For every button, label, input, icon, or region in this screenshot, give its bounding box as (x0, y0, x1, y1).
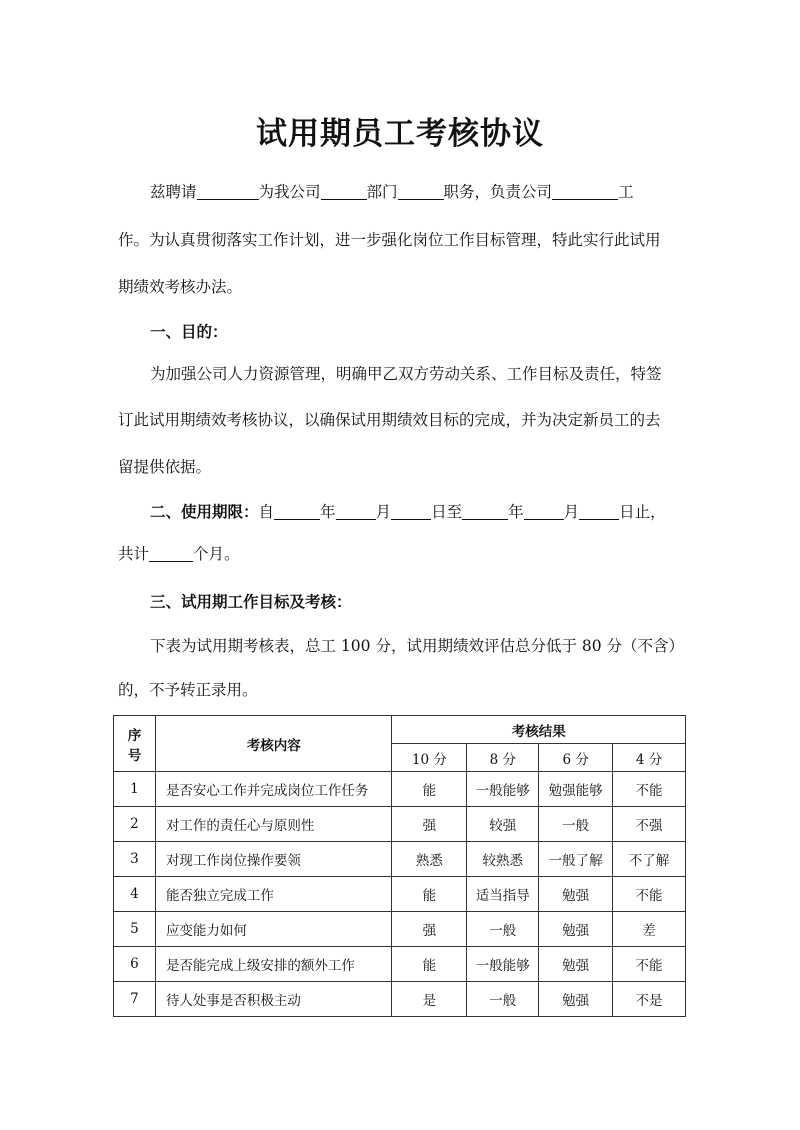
row-number: 5 (114, 912, 156, 947)
row-score-8: 一般能够 (467, 772, 539, 807)
intro-text-company: 为我公司 (258, 183, 321, 201)
header-seq-bottom: 号 (127, 747, 142, 764)
row-number: 4 (114, 877, 156, 912)
blank-end-day (579, 503, 619, 520)
blank-end-year (462, 503, 508, 520)
section-2-line-1 (150, 500, 666, 522)
row-score-6: 勉强 (539, 947, 613, 982)
intro-line-3: 期绩效考核办法。 (118, 278, 243, 296)
row-score-4: 不能 (613, 877, 686, 912)
row-score-6: 勉强 (539, 982, 613, 1017)
text-from: 自 (258, 503, 275, 521)
row-score-4: 不能 (613, 772, 686, 807)
row-score-10: 是 (392, 982, 467, 1017)
row-score-6: 勉强 (539, 912, 613, 947)
section-2-heading: 二、使用期限： (150, 502, 259, 521)
section-3-heading: 三、试用期工作目标及考核： (150, 592, 352, 611)
intro-text-hire: 兹聘请 (150, 183, 197, 201)
row-score-10: 强 (392, 912, 467, 947)
row-score-6: 勉强能够 (539, 772, 613, 807)
section-1-heading: 一、目的： (150, 322, 228, 341)
header-score-4: 4 分 (613, 744, 686, 772)
row-score-4: 不了解 (613, 842, 686, 877)
row-score-10: 强 (392, 807, 467, 842)
header-result: 考核结果 (392, 716, 686, 744)
row-item: 对工作的责任心与原则性 (155, 807, 392, 842)
blank-end-month (524, 503, 564, 520)
text-day-end: 日止， (619, 503, 666, 521)
row-number: 1 (114, 772, 156, 807)
row-item: 对现工作岗位操作要领 (155, 842, 392, 877)
header-seq (114, 716, 156, 772)
blank-start-month (336, 503, 376, 520)
row-score-10: 熟悉 (392, 842, 467, 877)
table-row (114, 842, 686, 877)
table-row (114, 772, 686, 807)
header-score-8: 8 分 (467, 744, 539, 772)
row-score-4: 不强 (613, 807, 686, 842)
blank-start-day (391, 503, 431, 520)
row-score-6: 一般了解 (539, 842, 613, 877)
row-score-6: 勉强 (539, 877, 613, 912)
row-score-8: 一般 (467, 912, 539, 947)
blank-start-year (274, 503, 320, 520)
text-day-to: 日至 (431, 503, 463, 521)
row-score-4: 不是 (613, 982, 686, 1017)
row-item: 能否独立完成工作 (155, 877, 392, 912)
blank-work (552, 183, 618, 200)
row-score-8: 一般能够 (467, 947, 539, 982)
row-number: 6 (114, 947, 156, 982)
section-2-line-2 (118, 542, 240, 564)
table-row (114, 877, 686, 912)
row-score-8: 较熟悉 (467, 842, 539, 877)
blank-employee-name (197, 183, 259, 200)
row-score-8: 一般 (467, 982, 539, 1017)
row-score-6: 一般 (539, 807, 613, 842)
assessment-table (113, 715, 686, 1017)
intro-text-responsible: 职务，负责公司 (443, 183, 553, 201)
row-item: 待人处事是否积极主动 (155, 982, 392, 1017)
section-1-line-2: 订此试用期绩效考核协议，以确保试用期绩效目标的完成，并为决定新员工的去 (118, 411, 661, 429)
row-score-10: 能 (392, 947, 467, 982)
header-score-10: 10 分 (392, 744, 467, 772)
row-number: 3 (114, 842, 156, 877)
row-score-10: 能 (392, 772, 467, 807)
table-row (114, 807, 686, 842)
section-1-line-3: 留提供依据。 (118, 458, 212, 476)
row-number: 2 (114, 807, 156, 842)
intro-line-2: 作。为认真贯彻落实工作计划，进一步强化岗位工作目标管理，特此实行此试用 (118, 231, 661, 249)
section-1-line-1: 为加强公司人力资源管理，明确甲乙双方劳动关系、工作目标及责任，特签 (150, 365, 662, 383)
text-month-2: 月 (563, 503, 580, 521)
intro-text-work: 工 (618, 183, 634, 201)
row-score-4: 差 (613, 912, 686, 947)
header-content: 考核内容 (155, 716, 392, 772)
header-seq-top: 序 (127, 727, 142, 744)
text-year-1: 年 (320, 503, 336, 521)
header-score-6: 6 分 (539, 744, 613, 772)
row-score-4: 不能 (613, 947, 686, 982)
table-row (114, 912, 686, 947)
row-item: 是否能完成上级安排的额外工作 (155, 947, 392, 982)
section-3-line-2: 的，不予转正录用。 (118, 681, 258, 699)
row-score-8: 适当指导 (467, 877, 539, 912)
row-number: 7 (114, 982, 156, 1017)
text-total: 共计 (118, 545, 150, 563)
blank-department (321, 183, 367, 200)
intro-line-1 (150, 180, 634, 202)
table-row (114, 982, 686, 1017)
blank-position (398, 183, 444, 200)
row-item: 是否安心工作并完成岗位工作任务 (155, 772, 392, 807)
row-score-10: 能 (392, 877, 467, 912)
intro-text-department: 部门 (366, 183, 398, 201)
text-month-1: 月 (375, 503, 392, 521)
document-title: 试用期员工考核协议 (256, 116, 544, 152)
row-score-8: 较强 (467, 807, 539, 842)
row-item: 应变能力如何 (155, 912, 392, 947)
text-months: 个月。 (193, 545, 240, 563)
table-row (114, 947, 686, 982)
text-year-2: 年 (508, 503, 524, 521)
blank-total-months (149, 545, 193, 562)
section-3-line-1: 下表为试用期考核表，总工 100 分，试用期绩效评估总分低于 80 分（不含） (150, 637, 685, 655)
